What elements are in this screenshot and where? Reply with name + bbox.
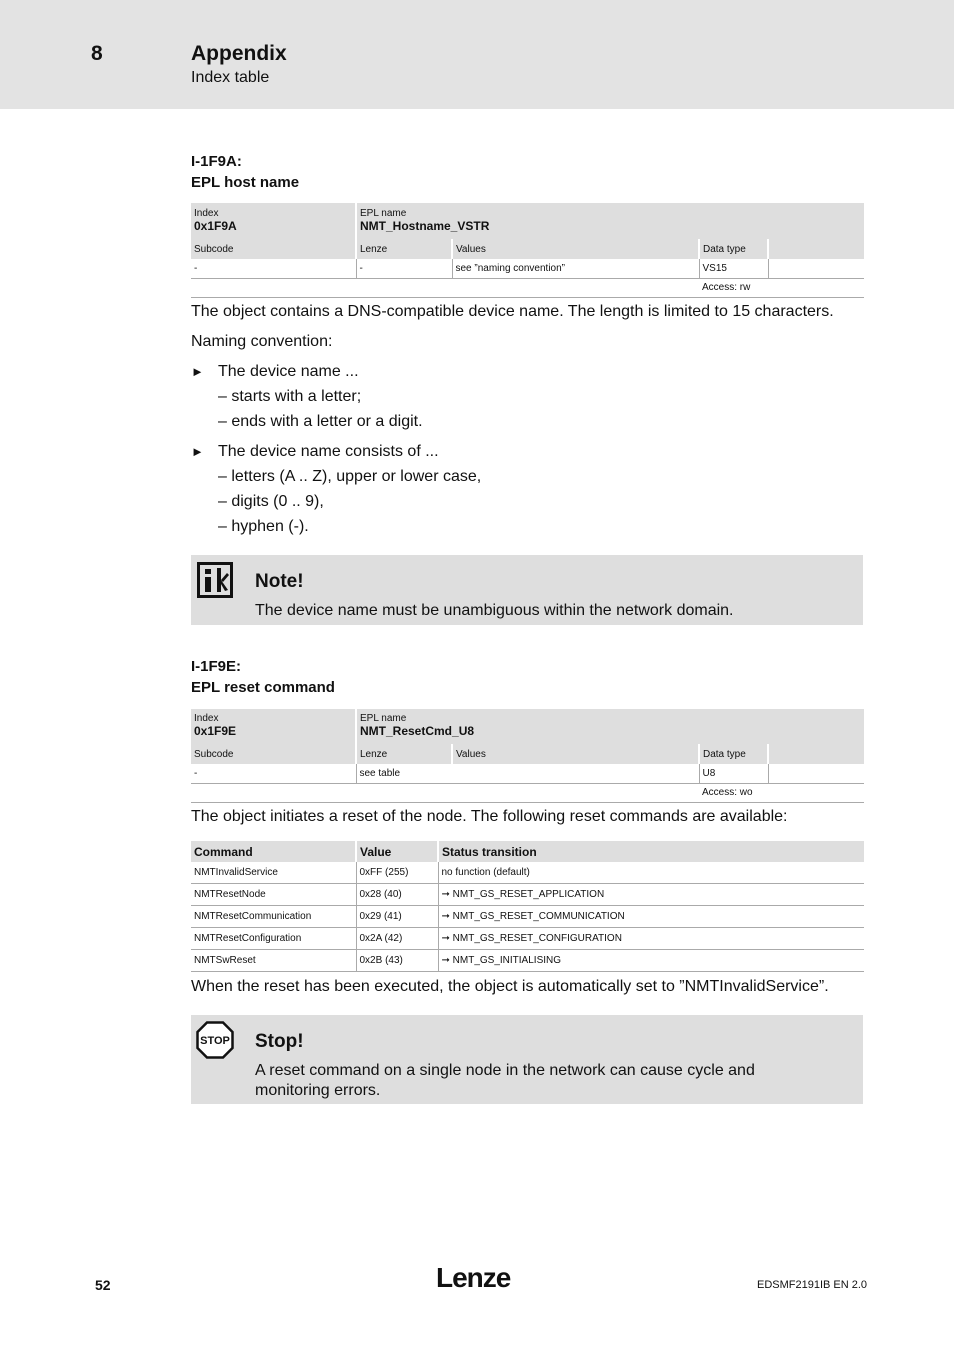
index-cell <box>191 709 356 744</box>
command-cell: NMTResetCommunication <box>191 906 356 928</box>
subcode-value: - <box>191 259 356 278</box>
status-cell: no function (default) <box>438 862 864 884</box>
command-cell: NMTResetNode <box>191 884 356 906</box>
bullet-head: The device name consists of ... <box>218 443 439 460</box>
section-index: I-1F9A: <box>191 153 242 170</box>
stop-icon <box>196 1021 234 1064</box>
stop-text: A reset command on a single node in the network can cause cycle and monitoring errors. <box>255 1062 755 1099</box>
datatype-value: U8 <box>699 764 768 783</box>
value-cell: 0x28 (40) <box>356 884 438 906</box>
reset-command-table <box>191 841 864 972</box>
subcode-header: Subcode <box>191 239 356 259</box>
epl-name-cell <box>356 203 864 239</box>
object-description: The object contains a DNS-compatible device name. The length is limited to 15 characters. <box>191 303 834 320</box>
epl-name-label: EPL name <box>360 208 407 219</box>
section-title-1f9e <box>191 656 335 698</box>
object-description: The object initiates a reset of the node. The following reset commands are available: <box>191 808 788 825</box>
table-row <box>191 906 864 928</box>
index-label: Index <box>194 208 219 219</box>
lenze-header: Lenze <box>356 239 452 259</box>
chapter-number: 8 <box>91 42 103 65</box>
command-cell: NMTInvalidService <box>191 862 356 884</box>
datatype-header: Data type <box>699 239 768 259</box>
empty-header <box>768 744 864 764</box>
access-spacer <box>191 278 699 297</box>
value-cell: 0x29 (41) <box>356 906 438 928</box>
lenze-value: - <box>356 259 452 278</box>
section-name: EPL host name <box>191 174 300 191</box>
bullet-list-2 <box>191 439 481 539</box>
index-label: Index <box>194 713 219 724</box>
values-value: see ”naming convention” <box>452 259 699 278</box>
datatype-value: VS15 <box>699 259 768 278</box>
status-cell: ➞ NMT_GS_RESET_COMMUNICATION <box>438 906 864 928</box>
column-header-command: Command <box>191 841 356 862</box>
page-header <box>0 0 954 109</box>
note-text: The device name must be unambiguous within the network domain. <box>255 602 734 619</box>
lenze-value: see table <box>356 764 699 783</box>
index-cell <box>191 203 356 239</box>
bullet-item: – letters (A .. Z), upper or lower case, <box>218 468 482 485</box>
chapter-title: Appendix <box>191 42 287 65</box>
section-name: EPL reset command <box>191 679 335 696</box>
bullet-arrow-icon: ► <box>191 444 204 459</box>
stop-title: Stop! <box>255 1031 304 1052</box>
section-title-1f9a <box>191 151 299 193</box>
empty-cell <box>768 259 864 278</box>
naming-convention-label: Naming convention: <box>191 333 333 350</box>
bullet-item: – digits (0 .. 9), <box>218 493 324 510</box>
epl-name-value: NMT_ResetCmd_U8 <box>360 724 475 738</box>
page-number: 52 <box>95 1277 111 1293</box>
bullet-arrow-icon: ► <box>191 364 204 379</box>
command-cell: NMTSwReset <box>191 950 356 972</box>
object-table-1f9a <box>191 203 864 298</box>
epl-name-cell <box>356 709 864 744</box>
lenze-header: Lenze <box>356 744 452 764</box>
chapter-subtitle: Index table <box>191 69 270 86</box>
bullet-item: – starts with a letter; <box>218 388 362 405</box>
empty-cell <box>768 764 864 783</box>
access-spacer <box>191 783 699 802</box>
table-row <box>191 862 864 884</box>
index-value: 0x1F9A <box>194 219 237 233</box>
bullet-item: – hyphen (-). <box>218 518 309 535</box>
values-header: Values <box>452 744 699 764</box>
bullet-list-1 <box>191 359 423 434</box>
access-value: Access: rw <box>699 278 864 297</box>
access-value: Access: wo <box>699 783 864 802</box>
table-row <box>191 950 864 972</box>
epl-name-value: NMT_Hostname_VSTR <box>360 219 490 233</box>
column-header-value: Value <box>356 841 438 862</box>
subcode-value: - <box>191 764 356 783</box>
index-value: 0x1F9E <box>194 724 237 738</box>
value-cell: 0x2A (42) <box>356 928 438 950</box>
values-header: Values <box>452 239 699 259</box>
reset-result-text: When the reset has been executed, the object is automatically set to ”NMTInvalidService”. <box>191 978 829 995</box>
document-id: EDSMF2191IB EN 2.0 <box>757 1279 868 1291</box>
table-row <box>191 928 864 950</box>
info-icon <box>197 562 233 603</box>
datatype-header: Data type <box>699 744 768 764</box>
status-cell: ➞ NMT_GS_INITIALISING <box>438 950 864 972</box>
status-cell: ➞ NMT_GS_RESET_APPLICATION <box>438 884 864 906</box>
object-table-1f9e <box>191 709 864 803</box>
value-cell: 0xFF (255) <box>356 862 438 884</box>
bullet-item: – ends with a letter or a digit. <box>218 413 423 430</box>
subcode-header: Subcode <box>191 744 356 764</box>
epl-name-label: EPL name <box>360 713 407 724</box>
status-cell: ➞ NMT_GS_RESET_CONFIGURATION <box>438 928 864 950</box>
column-header-status: Status transition <box>438 841 864 862</box>
table-row <box>191 884 864 906</box>
note-title: Note! <box>255 571 304 592</box>
lenze-logo: Lenze <box>436 1262 511 1293</box>
empty-header <box>768 239 864 259</box>
svg-text:STOP: STOP <box>200 1035 230 1047</box>
section-index: I-1F9E: <box>191 658 242 675</box>
command-cell: NMTResetConfiguration <box>191 928 356 950</box>
value-cell: 0x2B (43) <box>356 950 438 972</box>
bullet-head: The device name ... <box>218 363 359 380</box>
